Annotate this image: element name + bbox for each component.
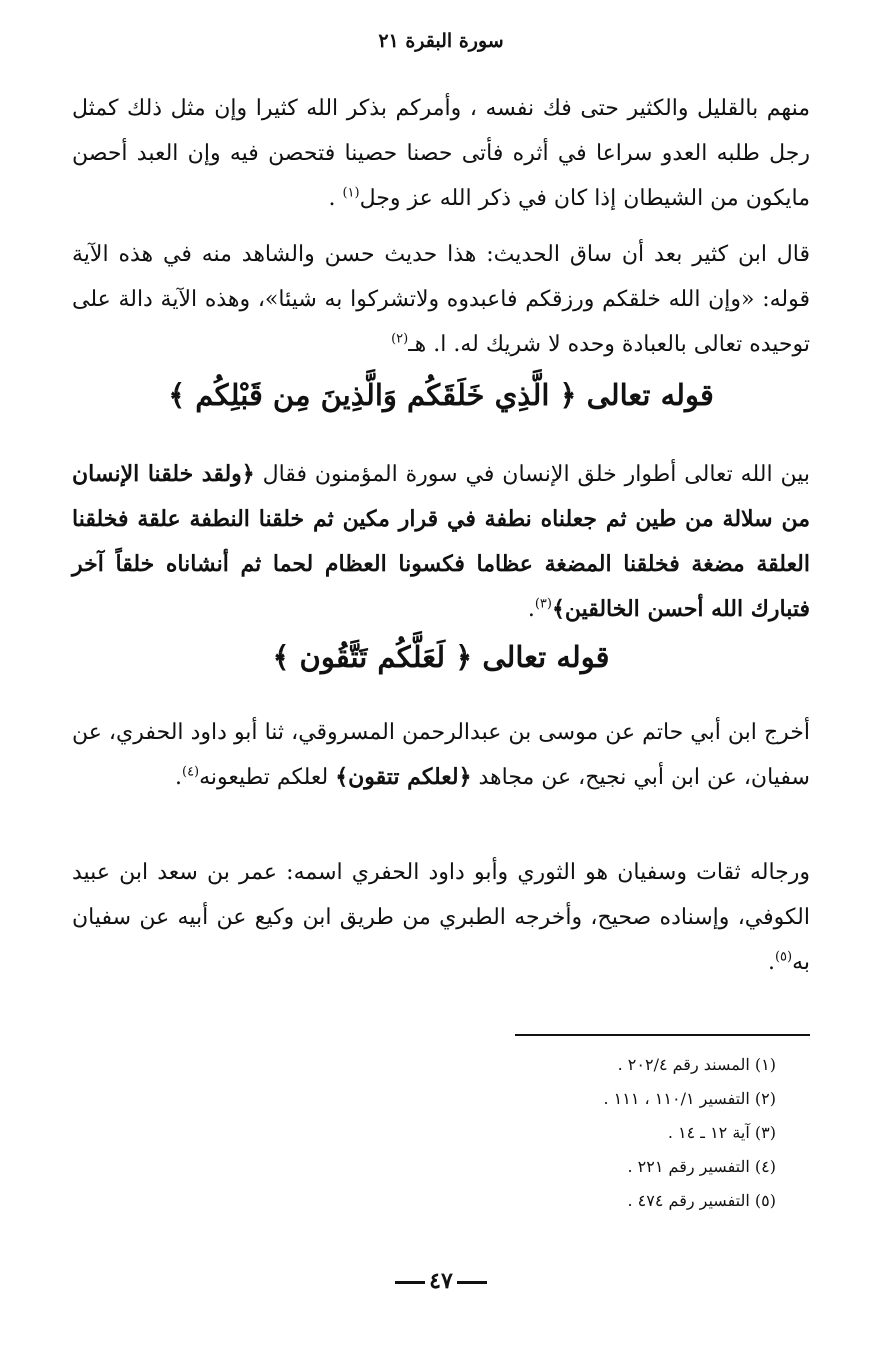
footnote-divider — [515, 1034, 810, 1036]
page-number-value: ٤٧ — [429, 1268, 453, 1294]
paragraph-narration — [72, 710, 810, 800]
paragraph-ibn-kathir — [72, 232, 810, 367]
running-header: سورة البقرة ٢١ — [378, 30, 504, 52]
footnote-item: (٥) التفسير رقم ٤٧٤ . — [627, 1191, 776, 1210]
paragraph-intro: أخرج ابن أبي حاتم عن موسى بن عبدالرحمن المسروقي، ثنا أبو داود الحفري، عن سفيان، عن ابن أبي نجيح، عن مجاهد — [72, 720, 810, 790]
section-heading: قوله تعالى ﴿ الَّذِي خَلَقَكُم وَالَّذِينَ مِن قَبْلِكُم ﴾ — [168, 378, 714, 412]
footnote-item: (٢) التفسير ١١٠/١ ، ١١١ . — [603, 1089, 776, 1108]
quran-quote: ﴿ولقد خلقنا الإنسان من سلالة من طين ثم جعلناه نطفة في قرار مكين ثم خلقنا النطفة علقة فخلقنا العلقة مضغة فخلقنا المضغة عظاما فكسونا العظام لحما ثم أنشاناه خلقاً آخر فتبارك الله أحسن الخالقين﴾ — [72, 461, 810, 622]
paragraph-end: . — [527, 597, 535, 622]
paragraph-intro: بين الله تعالى أطوار خلق الإنسان في سورة المؤمنون فقال — [254, 462, 811, 487]
section-heading: قوله تعالى ﴿ لَعَلَّكُم تَتَّقُون ﴾ — [272, 640, 610, 674]
paragraph-text: منهم بالقليل والكثير حتى فك نفسه ، وأمركم بذكر الله كثيرا وإن مثل ذلك كمثل رجل طلبه العدو سراعا في أثره فأتى حصنا حصينا فتحصن فيه وإن العبد أحصن مايكون من الشيطان إذا كان في ذكر الله عز وجل — [72, 96, 810, 211]
paragraph-end: . — [174, 765, 182, 790]
paragraph-narrators — [72, 850, 810, 985]
paragraph-end: . — [328, 186, 343, 211]
footnote-reference: (٥) — [774, 949, 793, 965]
page-number-dash — [395, 1281, 425, 1284]
footnote-reference: (٣) — [534, 596, 552, 612]
quran-quote: ﴿لعلكم تتقون﴾ — [335, 764, 472, 790]
footnotes-list — [376, 1048, 776, 1218]
footnote-item: (١) المسند رقم ٢٠٢/٤ . — [617, 1055, 776, 1074]
paragraph-creation-stages — [72, 452, 810, 632]
paragraph-hadith-end — [72, 86, 810, 221]
page-number — [0, 1268, 882, 1294]
page-number-dash — [457, 1281, 487, 1284]
paragraph-text: لعلكم تطيعونه — [199, 765, 336, 790]
paragraph-text: ورجاله ثقات وسفيان هو الثوري وأبو داود الحفري اسمه: عمر بن سعد ابن عبيد الكوفي، وإسناده صحيح، وأخرجه الطبري من طريق ابن وكيع عن أبيه عن سفيان به — [72, 860, 810, 975]
paragraph-text: قال ابن كثير بعد أن ساق الحديث: هذا حديث حسن والشاهد منه في هذه الآية قوله: «وإن الله خلقكم ورزقكم فاعبدوه ولاتشركوا به شيئا»، وهذه الآية دالة على توحيده تعالى بالعبادة وحده لا شريك له. ا. هـ — [72, 242, 810, 357]
footnote-reference: (١) — [342, 185, 360, 201]
paragraph-end: . — [767, 950, 775, 975]
footnote-item: (٣) آية ١٢ ـ ١٤ . — [667, 1123, 776, 1142]
footnote-reference: (٤) — [181, 764, 200, 780]
footnote-reference: (٢) — [391, 331, 409, 347]
footnote-item: (٤) التفسير رقم ٢٢١ . — [627, 1157, 776, 1176]
